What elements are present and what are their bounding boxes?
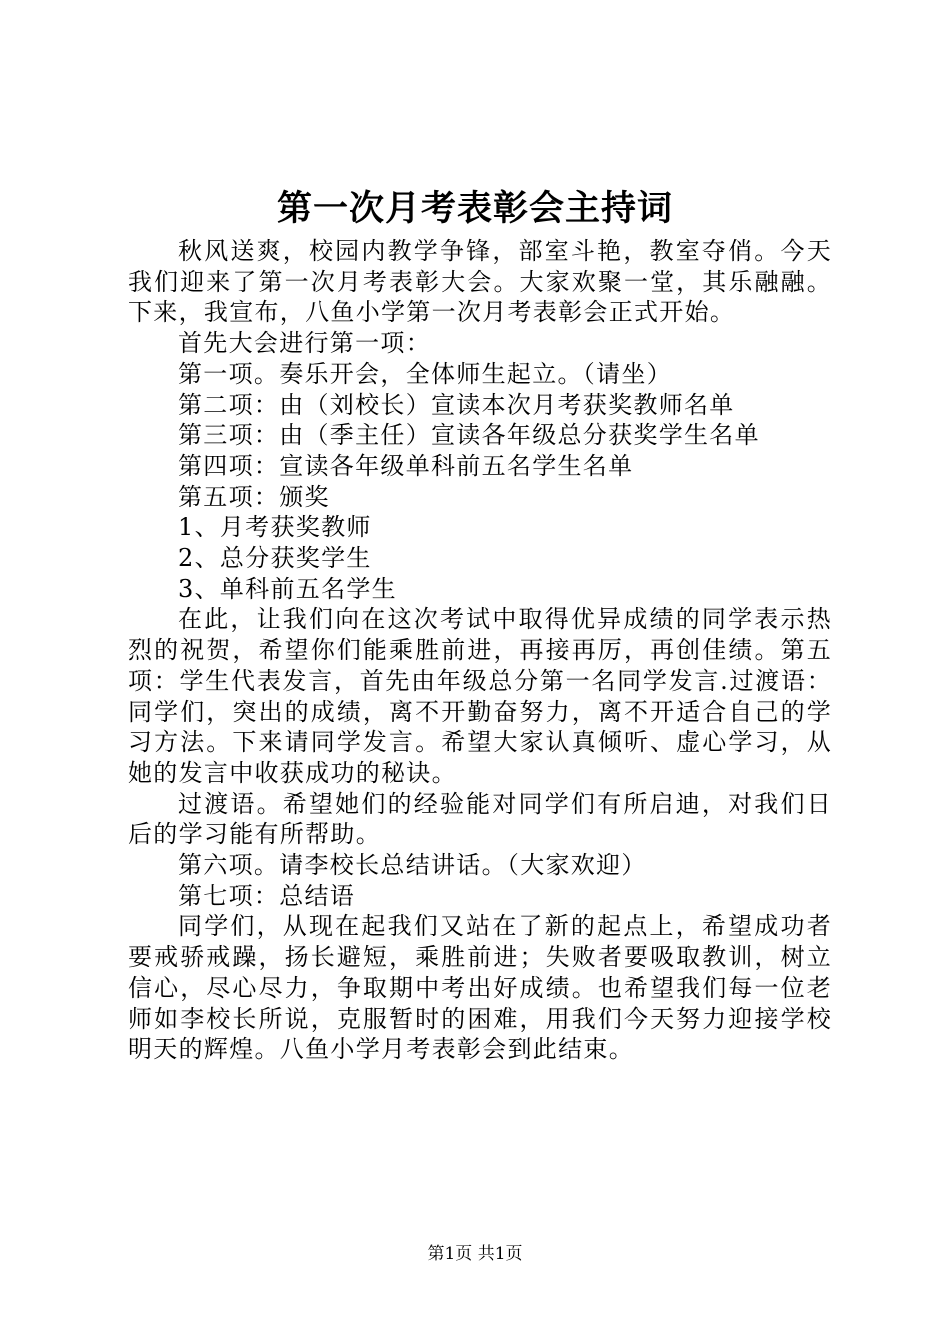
paragraph-item-1: 第一项。奏乐开会，全体师生起立。（请坐） xyxy=(178,359,672,388)
paragraph-first-item-intro: 首先大会进行第一项： xyxy=(178,329,431,358)
paragraph-award-1: 1、月考获奖教师 xyxy=(178,513,372,542)
paragraph-item-4: 第四项：宣读各年级单科前五名学生名单 xyxy=(178,451,634,480)
paragraph-item-5: 第五项：颁奖 xyxy=(178,482,330,511)
paragraph-item-2: 第二项：由（刘校长）宣读本次月考获奖教师名单 xyxy=(178,390,735,419)
paragraph-item-7: 第七项：总结语 xyxy=(178,881,356,910)
paragraph-item-3: 第三项：由（季主任）宣读各年级总分获奖学生名单 xyxy=(178,421,760,450)
page-footer: 第1页 共1页 xyxy=(427,1244,523,1264)
paragraph-opening: 秋风送爽，校园内教学争锋，部室斗艳，教室夺俏。今天我们迎来了第一次月考表彰大会。大家欢聚一堂，其乐融融。下来，我宣布，八鱼小学第一次月考表彰会正式开始。 xyxy=(128,237,832,327)
paragraph-closing: 同学们，从现在起我们又站在了新的起点上，希望成功者要戒骄戒躁，扬长避短，乘胜前进；失败者要吸取教训，树立信心，尽心尽力，争取期中考出好成绩。也希望我们每一位老师如李校长所说，克服暂时的困难，用我们今天努力迎接学校明天的辉煌。八鱼小学月考表彰会到此结束。 xyxy=(128,912,832,1064)
document-title: 第一次月考表彰会主持词 xyxy=(276,188,673,229)
paragraph-item-6: 第六项。请李校长总结讲话。（大家欢迎） xyxy=(178,851,647,880)
paragraph-award-2: 2、总分获奖学生 xyxy=(178,544,372,573)
paragraph-award-3: 3、单科前五名学生 xyxy=(178,574,397,603)
paragraph-transition: 过渡语。希望她们的经验能对同学们有所启迪，对我们日后的学习能有所帮助。 xyxy=(128,789,832,849)
paragraph-congratulations: 在此，让我们向在这次考试中取得优异成绩的同学表示热烈的祝贺，希望你们能乘胜前进，再接再厉，再创佳绩。第五项：学生代表发言，首先由年级总分第一名同学发言.过渡语：同学们，突出的成绩，离不开勤奋努力，离不开适合自己的学习方法。下来请同学发言。希望大家认真倾听、虚心学习，从她的发言中收获成功的秘诀。 xyxy=(128,605,832,787)
document-body xyxy=(128,236,832,1065)
